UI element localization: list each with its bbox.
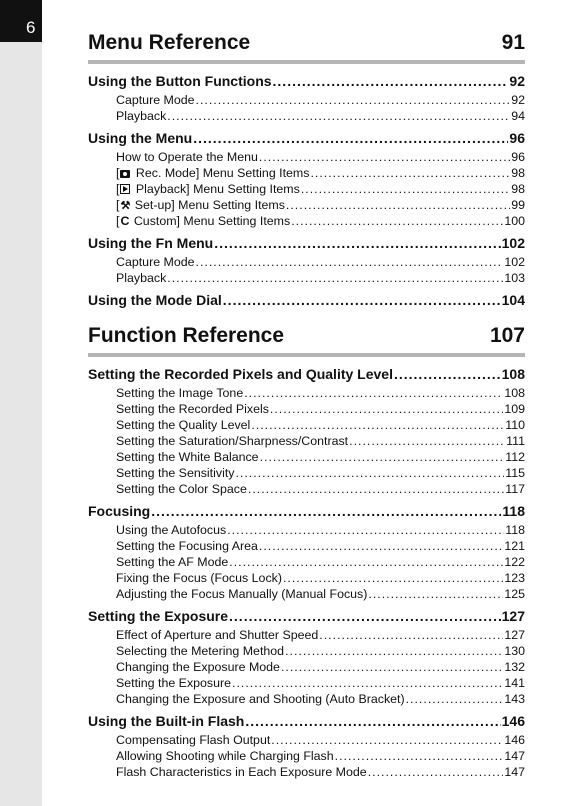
subsection-title: Setting the Focusing Area: [116, 539, 258, 553]
toc-subsection-link[interactable]: [116, 108, 525, 124]
subsection-page: 111: [506, 434, 525, 448]
toc-section-link[interactable]: [88, 711, 525, 732]
toc-subsection-link[interactable]: [116, 465, 525, 481]
toc-subsection-link[interactable]: [116, 764, 525, 780]
subsection-page: 147: [504, 749, 525, 763]
toc-subsection-link[interactable]: [116, 197, 525, 213]
chapter-rule: [88, 60, 525, 64]
dot-leader: [349, 433, 505, 449]
toc-subsection-link[interactable]: [116, 659, 525, 675]
subsection-title-wrap: [116, 92, 195, 108]
subsection-title: Setting the Saturation/Sharpness/Contrast: [116, 434, 349, 448]
subsection-title: Playback: [116, 109, 167, 123]
dot-leader: [271, 732, 503, 748]
subsection-page: 122: [504, 555, 525, 569]
dot-leader: [281, 659, 503, 675]
dot-leader: [232, 675, 503, 691]
subsection-title: Setting the Sensitivity: [116, 466, 235, 480]
toc-subsection-link[interactable]: [116, 449, 525, 465]
subsection-page: 110: [505, 418, 525, 432]
toc-subsection-link[interactable]: [116, 643, 525, 659]
dot-leader: [273, 71, 509, 92]
toc-subsection-link[interactable]: [116, 538, 525, 554]
subsection-title: Capture Mode: [116, 93, 195, 107]
toc-subsection-link[interactable]: [116, 254, 525, 270]
subsection-title-wrap: [116, 554, 228, 570]
dot-leader: [235, 465, 504, 481]
subsection-title: Allowing Shooting while Charging Flash: [116, 749, 334, 763]
section-title: Using the Menu: [88, 130, 193, 146]
section-title: Using the Built-in Flash: [88, 713, 245, 729]
subsection-page: 123: [504, 571, 525, 585]
subsection-title-wrap: [116, 385, 243, 401]
subsection-title: Setting the Exposure: [116, 676, 232, 690]
toc-subsection-link[interactable]: [116, 181, 525, 197]
subsection-title-wrap: [116, 417, 250, 433]
toc-section-link[interactable]: [88, 606, 525, 627]
subsection-page: 130: [504, 644, 525, 658]
subsection-title-wrap: [116, 627, 318, 643]
dot-leader: [394, 364, 501, 385]
subsection-page: 127: [504, 628, 525, 642]
subsection-title-wrap: [116, 401, 269, 417]
subsection-page: 118: [505, 523, 525, 537]
subsection-title: Setting the Image Tone: [116, 386, 244, 400]
subsection-title-wrap: [⚒ Set-up] Menu Setting Items: [116, 198, 285, 212]
setup-icon: ⚒: [120, 200, 131, 212]
dot-leader: [167, 270, 503, 286]
section-page: 92: [509, 73, 525, 89]
dot-leader: [229, 606, 501, 627]
section-title: Focusing: [88, 503, 151, 519]
subsection-title: Custom] Menu Setting Items: [133, 214, 291, 228]
toc-subsection-link[interactable]: [116, 385, 525, 401]
dot-leader: [196, 254, 504, 270]
toc-subsection-link[interactable]: [116, 149, 525, 165]
subsection-title-wrap: [116, 254, 195, 270]
chapter-heading: [88, 28, 525, 58]
table-of-contents: [88, 28, 525, 780]
toc-section-link[interactable]: [88, 364, 525, 385]
toc-subsection-link[interactable]: [116, 627, 525, 643]
chapter-rule: [88, 353, 525, 357]
subsection-page: 100: [504, 214, 525, 228]
dot-leader: [310, 165, 510, 181]
subsection-title-wrap: [116, 449, 259, 465]
chapter-page: 107: [489, 324, 525, 347]
subsection-title-wrap: [116, 675, 231, 691]
toc-subsection-link[interactable]: [116, 570, 525, 586]
toc-subsection-link[interactable]: [116, 401, 525, 417]
chapter-heading: [88, 321, 525, 351]
subsection-title: Playback: [116, 271, 167, 285]
section-title: Setting the Recorded Pixels and Quality Level: [88, 366, 393, 382]
subsection-title-wrap: [116, 149, 258, 165]
toc-subsection-link[interactable]: [116, 92, 525, 108]
subsection-title: Rec. Mode] Menu Setting Items: [135, 166, 310, 180]
toc-subsection-link[interactable]: [116, 691, 525, 707]
subsection-page: 143: [504, 692, 525, 706]
dot-leader: [260, 449, 505, 465]
toc-subsection-link[interactable]: [116, 213, 525, 229]
subsection-title: Set-up] Menu Setting Items: [134, 198, 285, 212]
subsection-page: 132: [504, 660, 525, 674]
toc-subsection-link[interactable]: [116, 165, 525, 181]
dot-leader: [193, 128, 508, 149]
toc-subsection-link[interactable]: [116, 417, 525, 433]
section-page: 108: [501, 366, 525, 382]
toc-subsection-link[interactable]: [116, 270, 525, 286]
subsection-title: Setting the Quality Level: [116, 418, 251, 432]
subsection-page: 117: [505, 482, 525, 496]
subsection-title: Capture Mode: [116, 255, 195, 269]
subsection-title: Compensating Flash Output: [116, 733, 271, 747]
subsection-page: 112: [505, 450, 525, 464]
subsection-title: Setting the White Balance: [116, 450, 259, 464]
subsection-title: Selecting the Metering Method: [116, 644, 285, 658]
chapter-page: 91: [501, 31, 525, 54]
page-number-tab: [0, 0, 42, 42]
subsection-title-wrap: [116, 538, 258, 554]
subsection-title: Setting the AF Mode: [116, 555, 229, 569]
subsection-title-wrap: [116, 643, 284, 659]
subsection-page: 109: [504, 402, 525, 416]
toc-section-link[interactable]: [88, 233, 525, 254]
subsection-page: 121: [504, 539, 525, 553]
subsection-title: Using the Autofocus: [116, 523, 227, 537]
subsection-page: 98: [511, 166, 525, 180]
subsection-page: 108: [504, 386, 525, 400]
page-number: 6: [26, 18, 36, 37]
subsection-page: 96: [511, 150, 525, 164]
subsection-page: 103: [504, 271, 525, 285]
section-page: 127: [501, 608, 525, 624]
dot-leader: [291, 213, 503, 229]
subsection-title: Setting the Color Space: [116, 482, 247, 496]
playback-icon: [120, 184, 130, 194]
toc-subsection-link[interactable]: [116, 586, 525, 602]
subsection-title: Effect of Aperture and Shutter Speed: [116, 628, 319, 642]
dot-leader: [251, 417, 504, 433]
subsection-page: 115: [505, 466, 525, 480]
subsection-page: 146: [504, 733, 525, 747]
dot-leader: [229, 554, 503, 570]
toc-subsection-link[interactable]: [116, 481, 525, 497]
dot-leader: [151, 501, 501, 522]
subsection-title-wrap: [116, 522, 226, 538]
camera-icon: [120, 170, 130, 178]
subsection-title-wrap: [116, 481, 247, 497]
dot-leader: [244, 385, 503, 401]
dot-leader: [223, 290, 501, 311]
subsection-page: 92: [511, 93, 525, 107]
toc-section-link[interactable]: [88, 128, 525, 149]
dot-leader: [259, 538, 503, 554]
dot-leader: [214, 233, 500, 254]
subsection-title: Fixing the Focus (Focus Lock): [116, 571, 282, 585]
toc-subsection-link[interactable]: [116, 732, 525, 748]
subsection-page: 99: [511, 198, 525, 212]
toc-subsection-link[interactable]: [116, 748, 525, 764]
subsection-title-wrap: [116, 659, 280, 675]
subsection-title: Playback] Menu Setting Items: [135, 182, 300, 196]
page-margin-bar: [0, 0, 42, 806]
subsection-page: 94: [511, 109, 525, 123]
dot-leader: [301, 181, 510, 197]
dot-leader: [285, 643, 503, 659]
dot-leader: [270, 401, 503, 417]
subsection-page: 102: [504, 255, 525, 269]
section-page: 102: [501, 235, 525, 251]
dot-leader: [227, 522, 504, 538]
subsection-title-wrap: [116, 433, 348, 449]
dot-leader: [319, 627, 503, 643]
toc-subsection-link[interactable]: [116, 554, 525, 570]
dot-leader: [196, 92, 511, 108]
dot-leader: [167, 108, 510, 124]
section-title: Using the Fn Menu: [88, 235, 214, 251]
section-title: Using the Mode Dial: [88, 292, 222, 308]
subsection-title-wrap: [116, 691, 405, 707]
dot-leader: [368, 586, 503, 602]
section-title: Using the Button Functions: [88, 73, 272, 89]
subsection-title-wrap: [116, 270, 166, 286]
section-title: Setting the Exposure: [88, 608, 229, 624]
section-page: 96: [509, 130, 525, 146]
subsection-title: How to Operate the Menu: [116, 150, 258, 164]
dot-leader: [248, 481, 504, 497]
subsection-title: Flash Characteristics in Each Exposure Mode: [116, 765, 367, 779]
subsection-title-wrap: [116, 570, 282, 586]
subsection-title-wrap: [116, 764, 367, 780]
chapter-title: Function Reference: [88, 324, 285, 347]
subsection-page: 141: [504, 676, 525, 690]
dot-leader: [245, 711, 500, 732]
subsection-title-wrap: [ Playback] Menu Setting Items: [116, 182, 300, 196]
toc-subsection-link[interactable]: [116, 433, 525, 449]
subsection-title: Setting the Recorded Pixels: [116, 402, 269, 416]
section-page: 118: [502, 503, 525, 519]
custom-icon: C: [120, 214, 130, 228]
subsection-page: 125: [504, 587, 525, 601]
toc-section-link[interactable]: [88, 290, 525, 311]
subsection-title-wrap: [116, 108, 166, 124]
toc-subsection-link[interactable]: [116, 522, 525, 538]
subsection-title: Changing the Exposure Mode: [116, 660, 280, 674]
subsection-title-wrap: [116, 748, 334, 764]
dot-leader: [335, 748, 504, 764]
chapter-title: Menu Reference: [88, 31, 251, 54]
dot-leader: [286, 197, 510, 213]
dot-leader: [368, 764, 504, 780]
dot-leader: [406, 691, 504, 707]
dot-leader: [259, 149, 510, 165]
subsection-title: Changing the Exposure and Shooting (Auto Bracket): [116, 692, 405, 706]
dot-leader: [283, 570, 503, 586]
section-page: 104: [501, 292, 525, 308]
toc-section-link[interactable]: [88, 501, 525, 522]
subsection-title-wrap: [116, 465, 234, 481]
subsection-title-wrap: [ Rec. Mode] Menu Setting Items: [116, 166, 310, 180]
subsection-title-wrap: [C Custom] Menu Setting Items: [116, 214, 291, 228]
toc-subsection-link[interactable]: [116, 675, 525, 691]
section-page: 146: [501, 713, 525, 729]
subsection-title-wrap: [116, 586, 367, 602]
subsection-title-wrap: [116, 732, 270, 748]
subsection-page: 147: [504, 765, 525, 779]
subsection-title: Adjusting the Focus Manually (Manual Focus): [116, 587, 368, 601]
toc-section-link[interactable]: [88, 71, 525, 92]
subsection-page: 98: [511, 182, 525, 196]
